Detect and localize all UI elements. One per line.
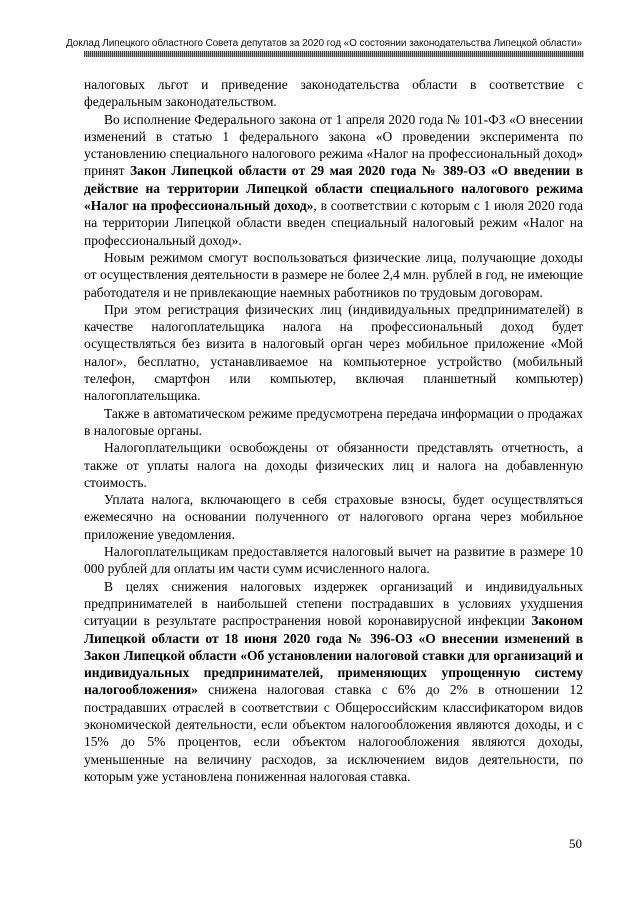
paragraph-9-intro: В целях снижения налоговых издержек организаций и индивидуальных предпринимателей в наибольшей степени пострадавших в условиях ухудшения ситуации в результате распространения новой коронавирусной инфекции — [84, 578, 583, 629]
paragraph-8: Налогоплательщикам предоставляется налоговый вычет на развитие в размере 10 000 рублей для оплаты им части сумм исчисленного налога. — [84, 544, 583, 577]
running-header: Доклад Липецкого областного Совета депутатов за 2020 год «О состоянии законодательства Липецкой области» — [65, 38, 582, 49]
paragraph-6: Налогоплательщики освобождены от обязанности представлять отчетность, а также от уплаты налога на доходы физических лиц и налога на добавленную стоимость. — [84, 440, 583, 490]
law-389-oz-title: Закон Липецкой области от 29 мая 2020 года № 389-ОЗ «О введении в действие на территории Липецкой области специального налогового режима «Налог на профессиональный доход» — [84, 163, 583, 214]
page-number: 50 — [569, 836, 582, 851]
paragraph-2-intro: Во исполнение Федерального закона от 1 апреля 2020 года № 101-ФЗ «О внесении изменений в статью 1 федерального закона «О проведении эксперимента по установлению специального налогового режима «Налог на профессиональный доход» принят — [84, 111, 583, 179]
body-text — [84, 76, 583, 785]
header-divider — [84, 51, 584, 57]
paragraph-2 — [84, 111, 583, 249]
paragraph-5: Также в автоматическом режиме предусмотрена передача информации о продажах в налоговые органы. — [84, 405, 583, 438]
paragraph-1: налоговых льгот и приведение законодательства области в соответствие с федеральным законодательством. — [84, 77, 583, 110]
paragraph-3: Новым режимом смогут воспользоваться физические лица, получающие доходы от осуществления деятельности в размере не более 2,4 млн. рублей в год, не имеющие работодателя и не привлекающие наемных работников по трудовым договорам. — [84, 249, 583, 300]
paragraph-2-rest: , в соответствии с которым с 1 июля 2020 года на территории Липецкой области введен специальный налоговый режим «Налог на профессиональный доход». — [84, 198, 583, 248]
paragraph-9-rest: снижена налоговая ставка с 6% до 2% в отношении 12 пострадавших отраслей в соответствии с Общероссийским классификатором видов экономической деятельности, если объектом налогообложения являются доходы, и с 15% до 5% процентов, если объектом налогообложения являются доходы, уменьшенные на величину расходов, за исключением видов деятельности, по которым уже установлена пониженная налоговая ставка. — [84, 682, 583, 784]
law-396-oz-title: Законом Липецкой области от 18 июня 2020 года № 396-ОЗ «О внесении изменений в Закон Липецкой области «Об установлении налоговой ставки для организаций и индивидуальных предпринимателей, применяющих упрощенную систему налогообложения» — [84, 613, 583, 698]
paragraph-9 — [84, 578, 583, 786]
paragraph-7: Уплата налога, включающего в себя страховые взносы, будет осуществляться ежемесячно на основании полученного от налогового органа через мобильное приложение уведомления. — [84, 492, 583, 542]
paragraph-4: При этом регистрация физических лиц (индивидуальных предпринимателей) в качестве налогоплательщика налога на профессиональный доход будет осуществляться без визита в налоговый орган через мобильное приложение «Мой налог», бесплатно, устанавливаемое на компьютерное устройство (мобильный телефон, смартфон или компьютер, включая планшетный компьютер) налогоплательщика. — [84, 301, 583, 404]
